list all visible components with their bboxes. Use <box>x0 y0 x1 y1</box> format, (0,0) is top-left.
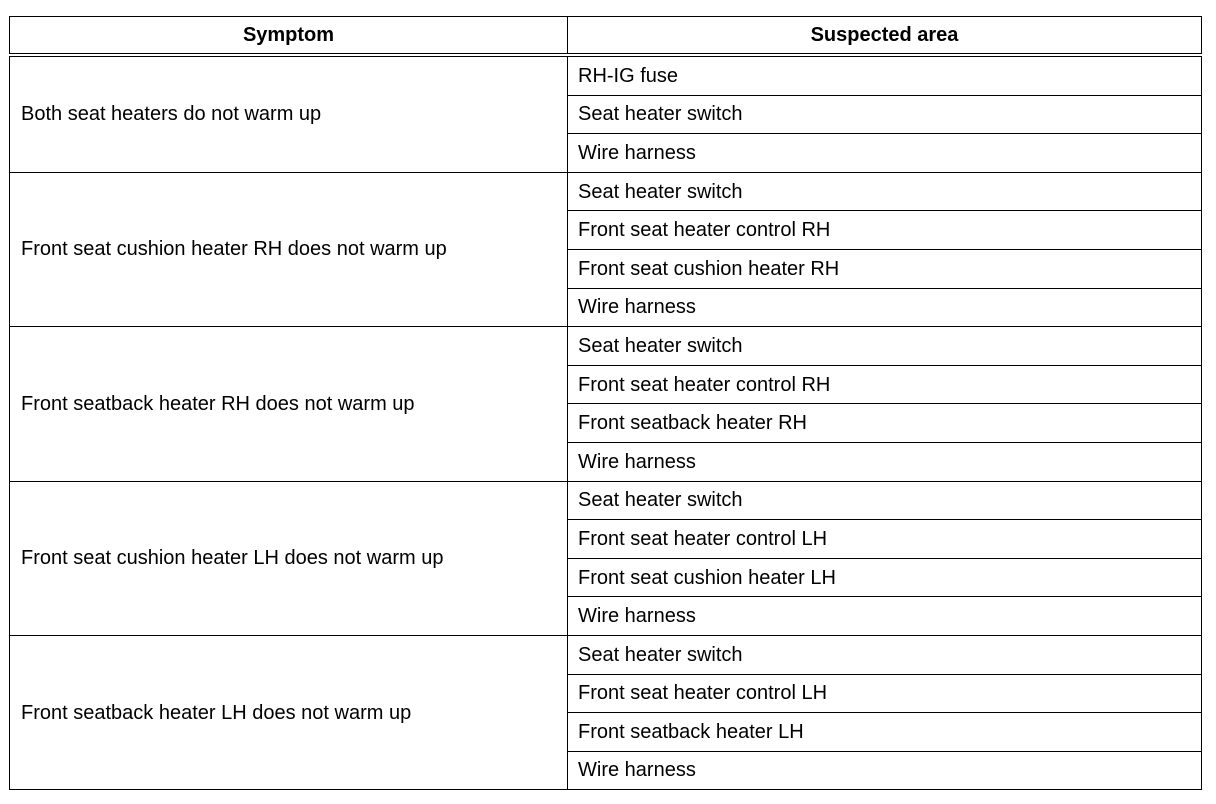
suspected-area-cell: Front seat heater control RH <box>568 211 1202 250</box>
suspected-area-cell: Seat heater switch <box>568 172 1202 211</box>
suspected-area-cell: Wire harness <box>568 751 1202 790</box>
symptom-cell: Front seat cushion heater RH does not warm up <box>10 172 568 326</box>
suspected-area-cell: Front seat cushion heater LH <box>568 558 1202 597</box>
symptom-cell: Front seatback heater RH does not warm up <box>10 327 568 481</box>
suspected-area-cell: Wire harness <box>568 134 1202 173</box>
suspected-area-cell: Front seatback heater RH <box>568 404 1202 443</box>
table-row <box>10 327 1202 366</box>
table-row <box>10 55 1202 95</box>
symptom-cell: Front seat cushion heater LH does not warm up <box>10 481 568 635</box>
suspected-area-cell: Front seat cushion heater RH <box>568 249 1202 288</box>
suspected-area-cell: Wire harness <box>568 597 1202 636</box>
table-row <box>10 172 1202 211</box>
suspected-area-cell: Seat heater switch <box>568 481 1202 520</box>
header-symptom: Symptom <box>10 17 568 56</box>
table-row <box>10 635 1202 674</box>
suspected-area-cell: Wire harness <box>568 288 1202 327</box>
header-suspected-area: Suspected area <box>568 17 1202 56</box>
problem-symptoms-table <box>9 16 1202 790</box>
symptom-cell: Front seatback heater LH does not warm up <box>10 635 568 789</box>
suspected-area-cell: Wire harness <box>568 442 1202 481</box>
suspected-area-cell: RH-IG fuse <box>568 55 1202 95</box>
suspected-area-cell: Seat heater switch <box>568 635 1202 674</box>
suspected-area-cell: Front seat heater control LH <box>568 674 1202 713</box>
suspected-area-cell: Seat heater switch <box>568 95 1202 134</box>
suspected-area-cell: Seat heater switch <box>568 327 1202 366</box>
symptom-cell: Both seat heaters do not warm up <box>10 55 568 172</box>
suspected-area-cell: Front seatback heater LH <box>568 713 1202 752</box>
header-row <box>10 17 1202 56</box>
suspected-area-cell: Front seat heater control RH <box>568 365 1202 404</box>
suspected-area-cell: Front seat heater control LH <box>568 520 1202 559</box>
table-row <box>10 481 1202 520</box>
